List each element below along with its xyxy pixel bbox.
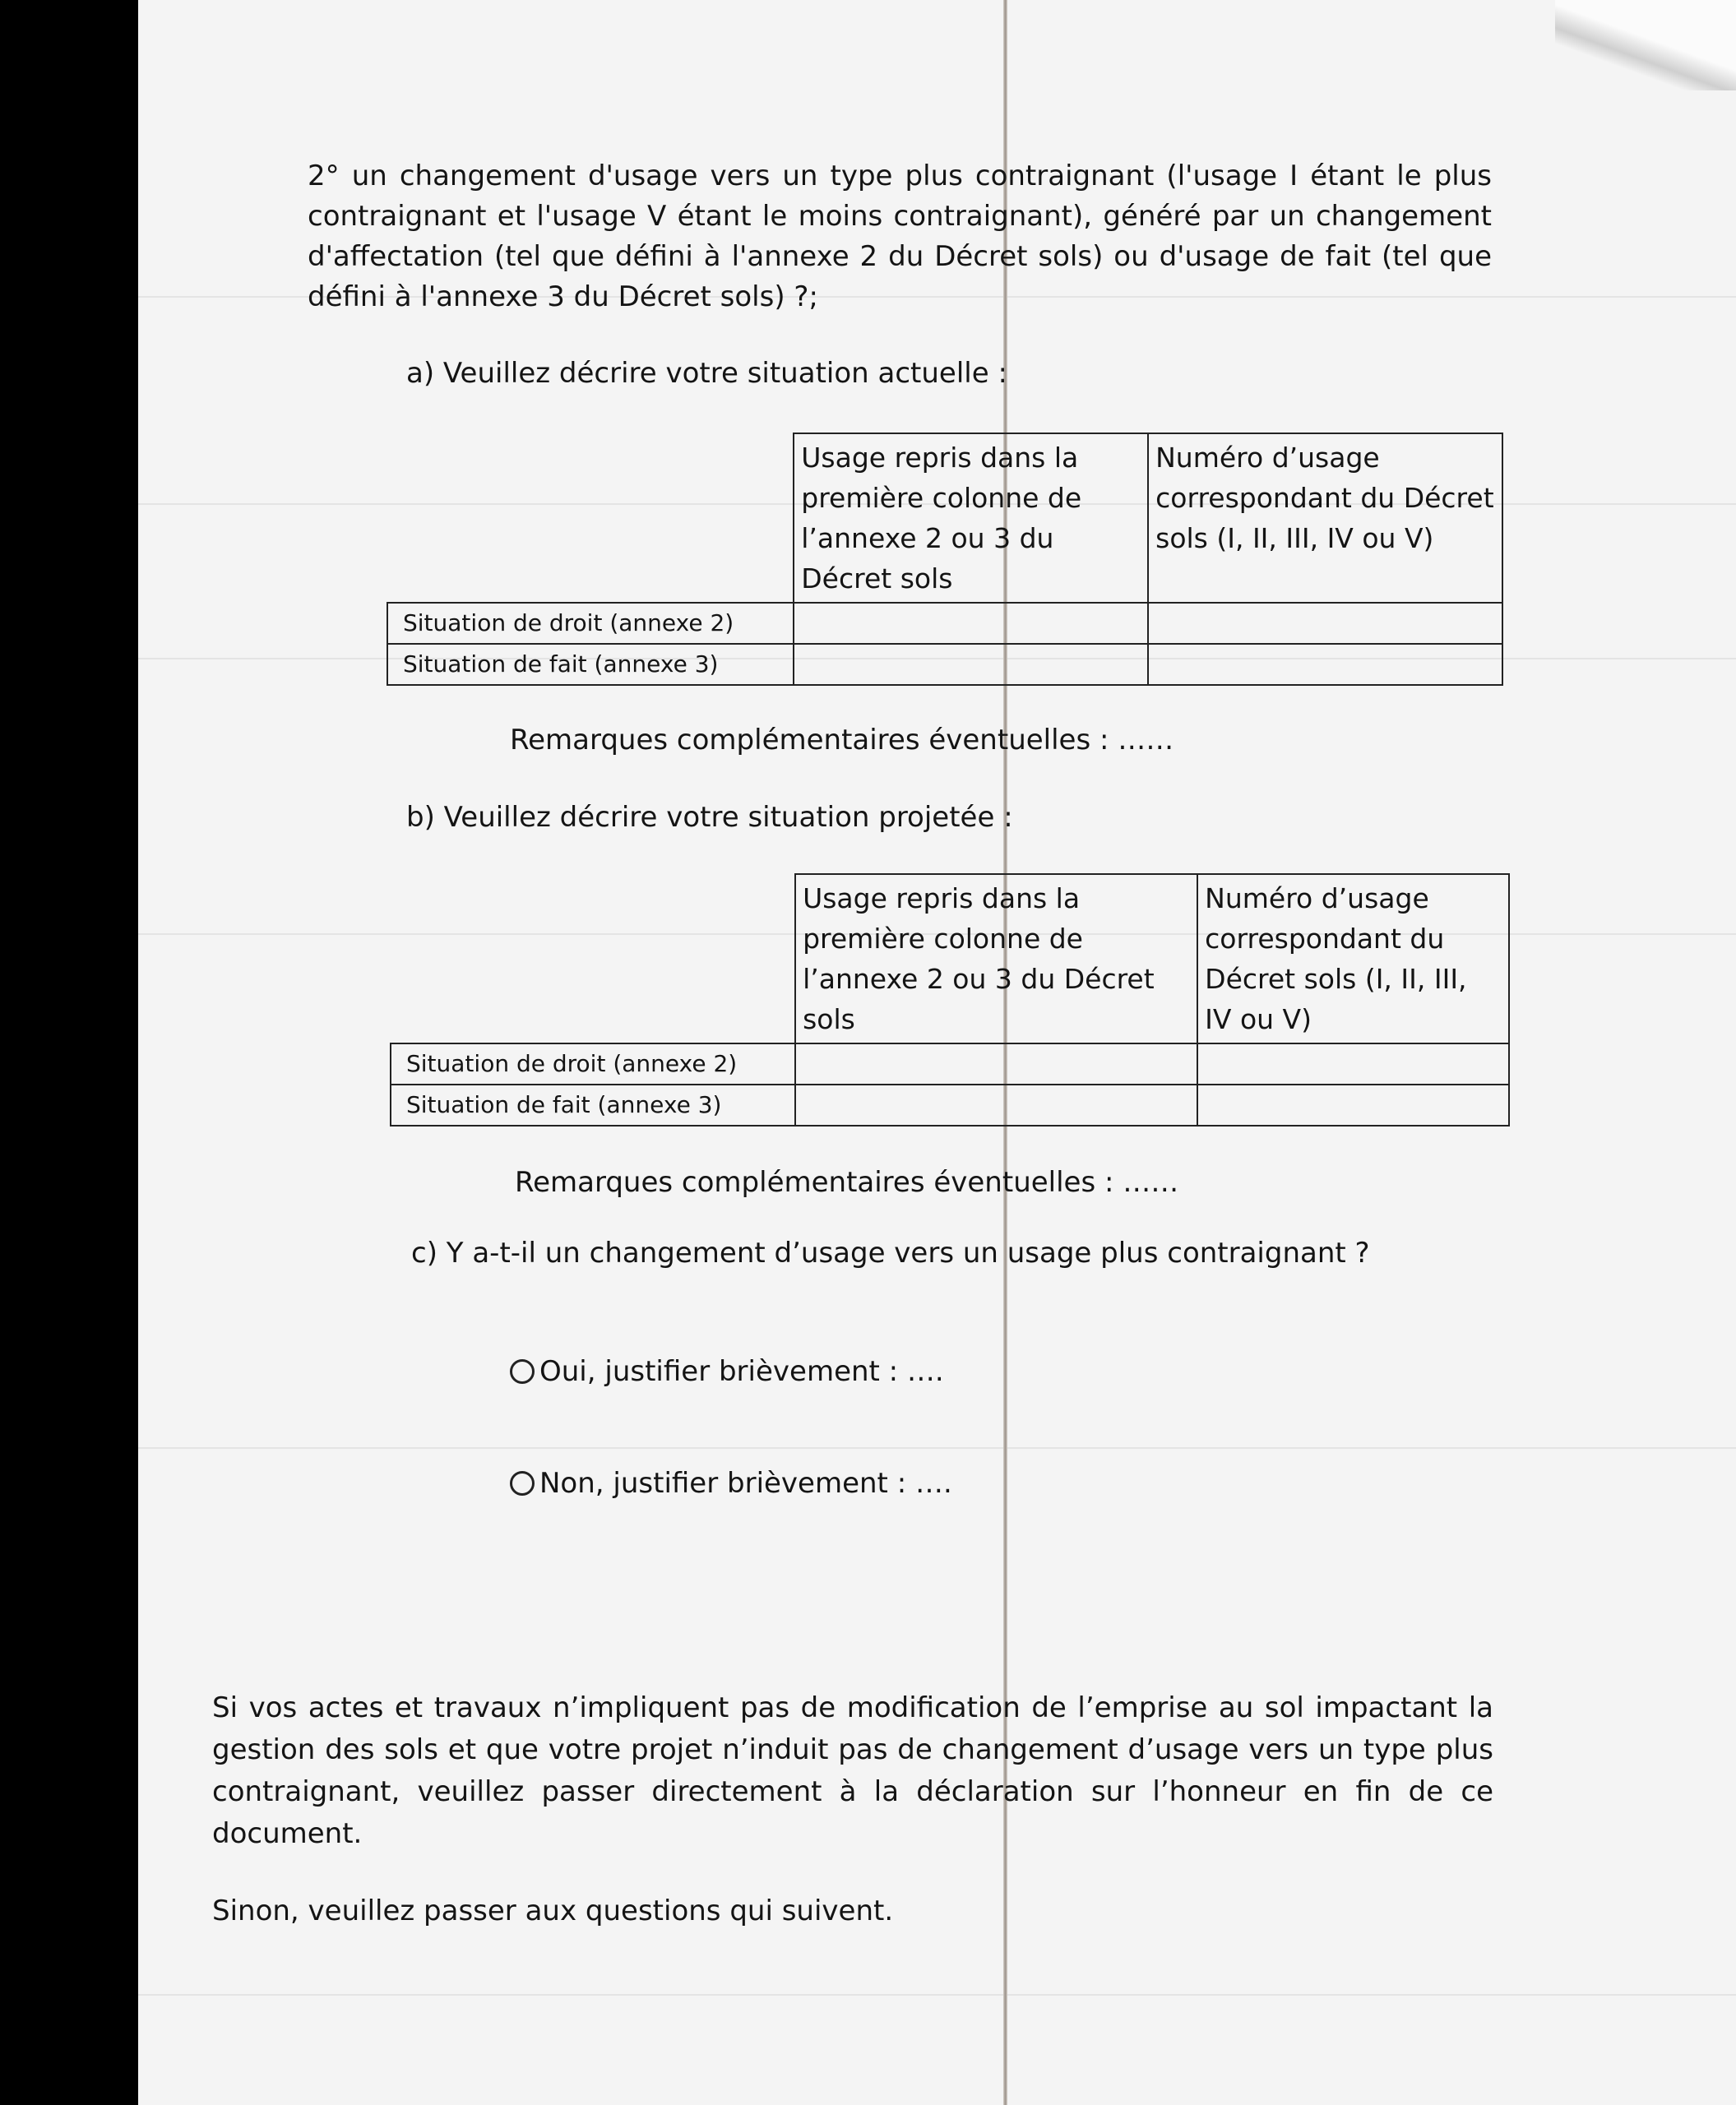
table-cell[interactable] — [795, 1085, 1197, 1126]
section-a-remarks: Remarques complémentaires éventuelles : …… — [510, 724, 1174, 756]
table-current-situation — [387, 433, 1503, 686]
table-cell[interactable] — [795, 1043, 1197, 1085]
final-paragraph: Si vos actes et travaux n’impliquent pas de modification de l’emprise au sol impactant la gestion des sols et que votre projet n’induit pas de changement d’usage vers un type plus contraignant, veuillez passer directement à la déclaration sur l’honneur en fin de ce document. — [212, 1691, 1493, 1850]
table-empty-cell — [391, 874, 795, 1043]
show-through-line — [138, 1994, 1736, 1996]
table-header-usage: Usage repris dans la première colonne de l’annexe 2 ou 3 du Décret sols — [795, 874, 1197, 1043]
table-row-label-droit: Situation de droit (annexe 2) — [387, 603, 794, 644]
section-b-remarks: Remarques complémentaires éventuelles : …… — [515, 1166, 1179, 1199]
folded-corner — [1555, 0, 1736, 90]
table-cell[interactable] — [794, 603, 1148, 644]
table-row-label-fait: Situation de fait (annexe 3) — [391, 1085, 795, 1126]
table-row-label-fait: Situation de fait (annexe 3) — [387, 644, 794, 685]
table-row-label-droit: Situation de droit (annexe 2) — [391, 1043, 795, 1085]
option-non[interactable] — [510, 1467, 952, 1500]
table-header-usage: Usage repris dans la première colonne de l’annexe 2 ou 3 du Décret sols — [794, 433, 1148, 603]
option-oui-label: Oui, justifier brièvement : …. — [539, 1355, 944, 1388]
table-header-number: Numéro d’usage correspondant du Décret sols (I, II, III, IV ou V) — [1148, 433, 1502, 603]
table-cell[interactable] — [794, 644, 1148, 685]
section-b-title: b) Veuillez décrire votre situation projetée : — [406, 801, 1013, 834]
table-header-number: Numéro d’usage correspondant du Décret sols (I, II, III, IV ou V) — [1197, 874, 1509, 1043]
table-projected-situation — [390, 873, 1510, 1127]
table-cell[interactable] — [1148, 644, 1502, 685]
section-c-title: c) Y a-t-il un changement d’usage vers un usage plus contraignant ? — [411, 1237, 1370, 1270]
table-empty-cell — [387, 433, 794, 603]
show-through-line — [138, 1447, 1736, 1449]
table-cell[interactable] — [1197, 1043, 1509, 1085]
radio-circle-icon[interactable] — [510, 1471, 535, 1496]
option-non-label: Non, justifier brièvement : …. — [539, 1467, 952, 1500]
next-instruction: Sinon, veuillez passer aux questions qui suivent. — [212, 1894, 894, 1927]
option-oui[interactable] — [510, 1355, 944, 1388]
paragraph-2: 2° un changement d'usage vers un type plus contraignant (l'usage I étant le plus contraignant et l'usage V étant le moins contraignant), généré par un changement d'affectation (tel que défini à l'annexe 2 du Décret sols) ou d'usage de fait (tel que défini à l'annexe 3 du Décret sols) ?; — [308, 160, 1492, 313]
radio-circle-icon[interactable] — [510, 1359, 535, 1384]
table-cell[interactable] — [1197, 1085, 1509, 1126]
section-a-title: a) Veuillez décrire votre situation actuelle : — [406, 357, 1007, 390]
table-cell[interactable] — [1148, 603, 1502, 644]
